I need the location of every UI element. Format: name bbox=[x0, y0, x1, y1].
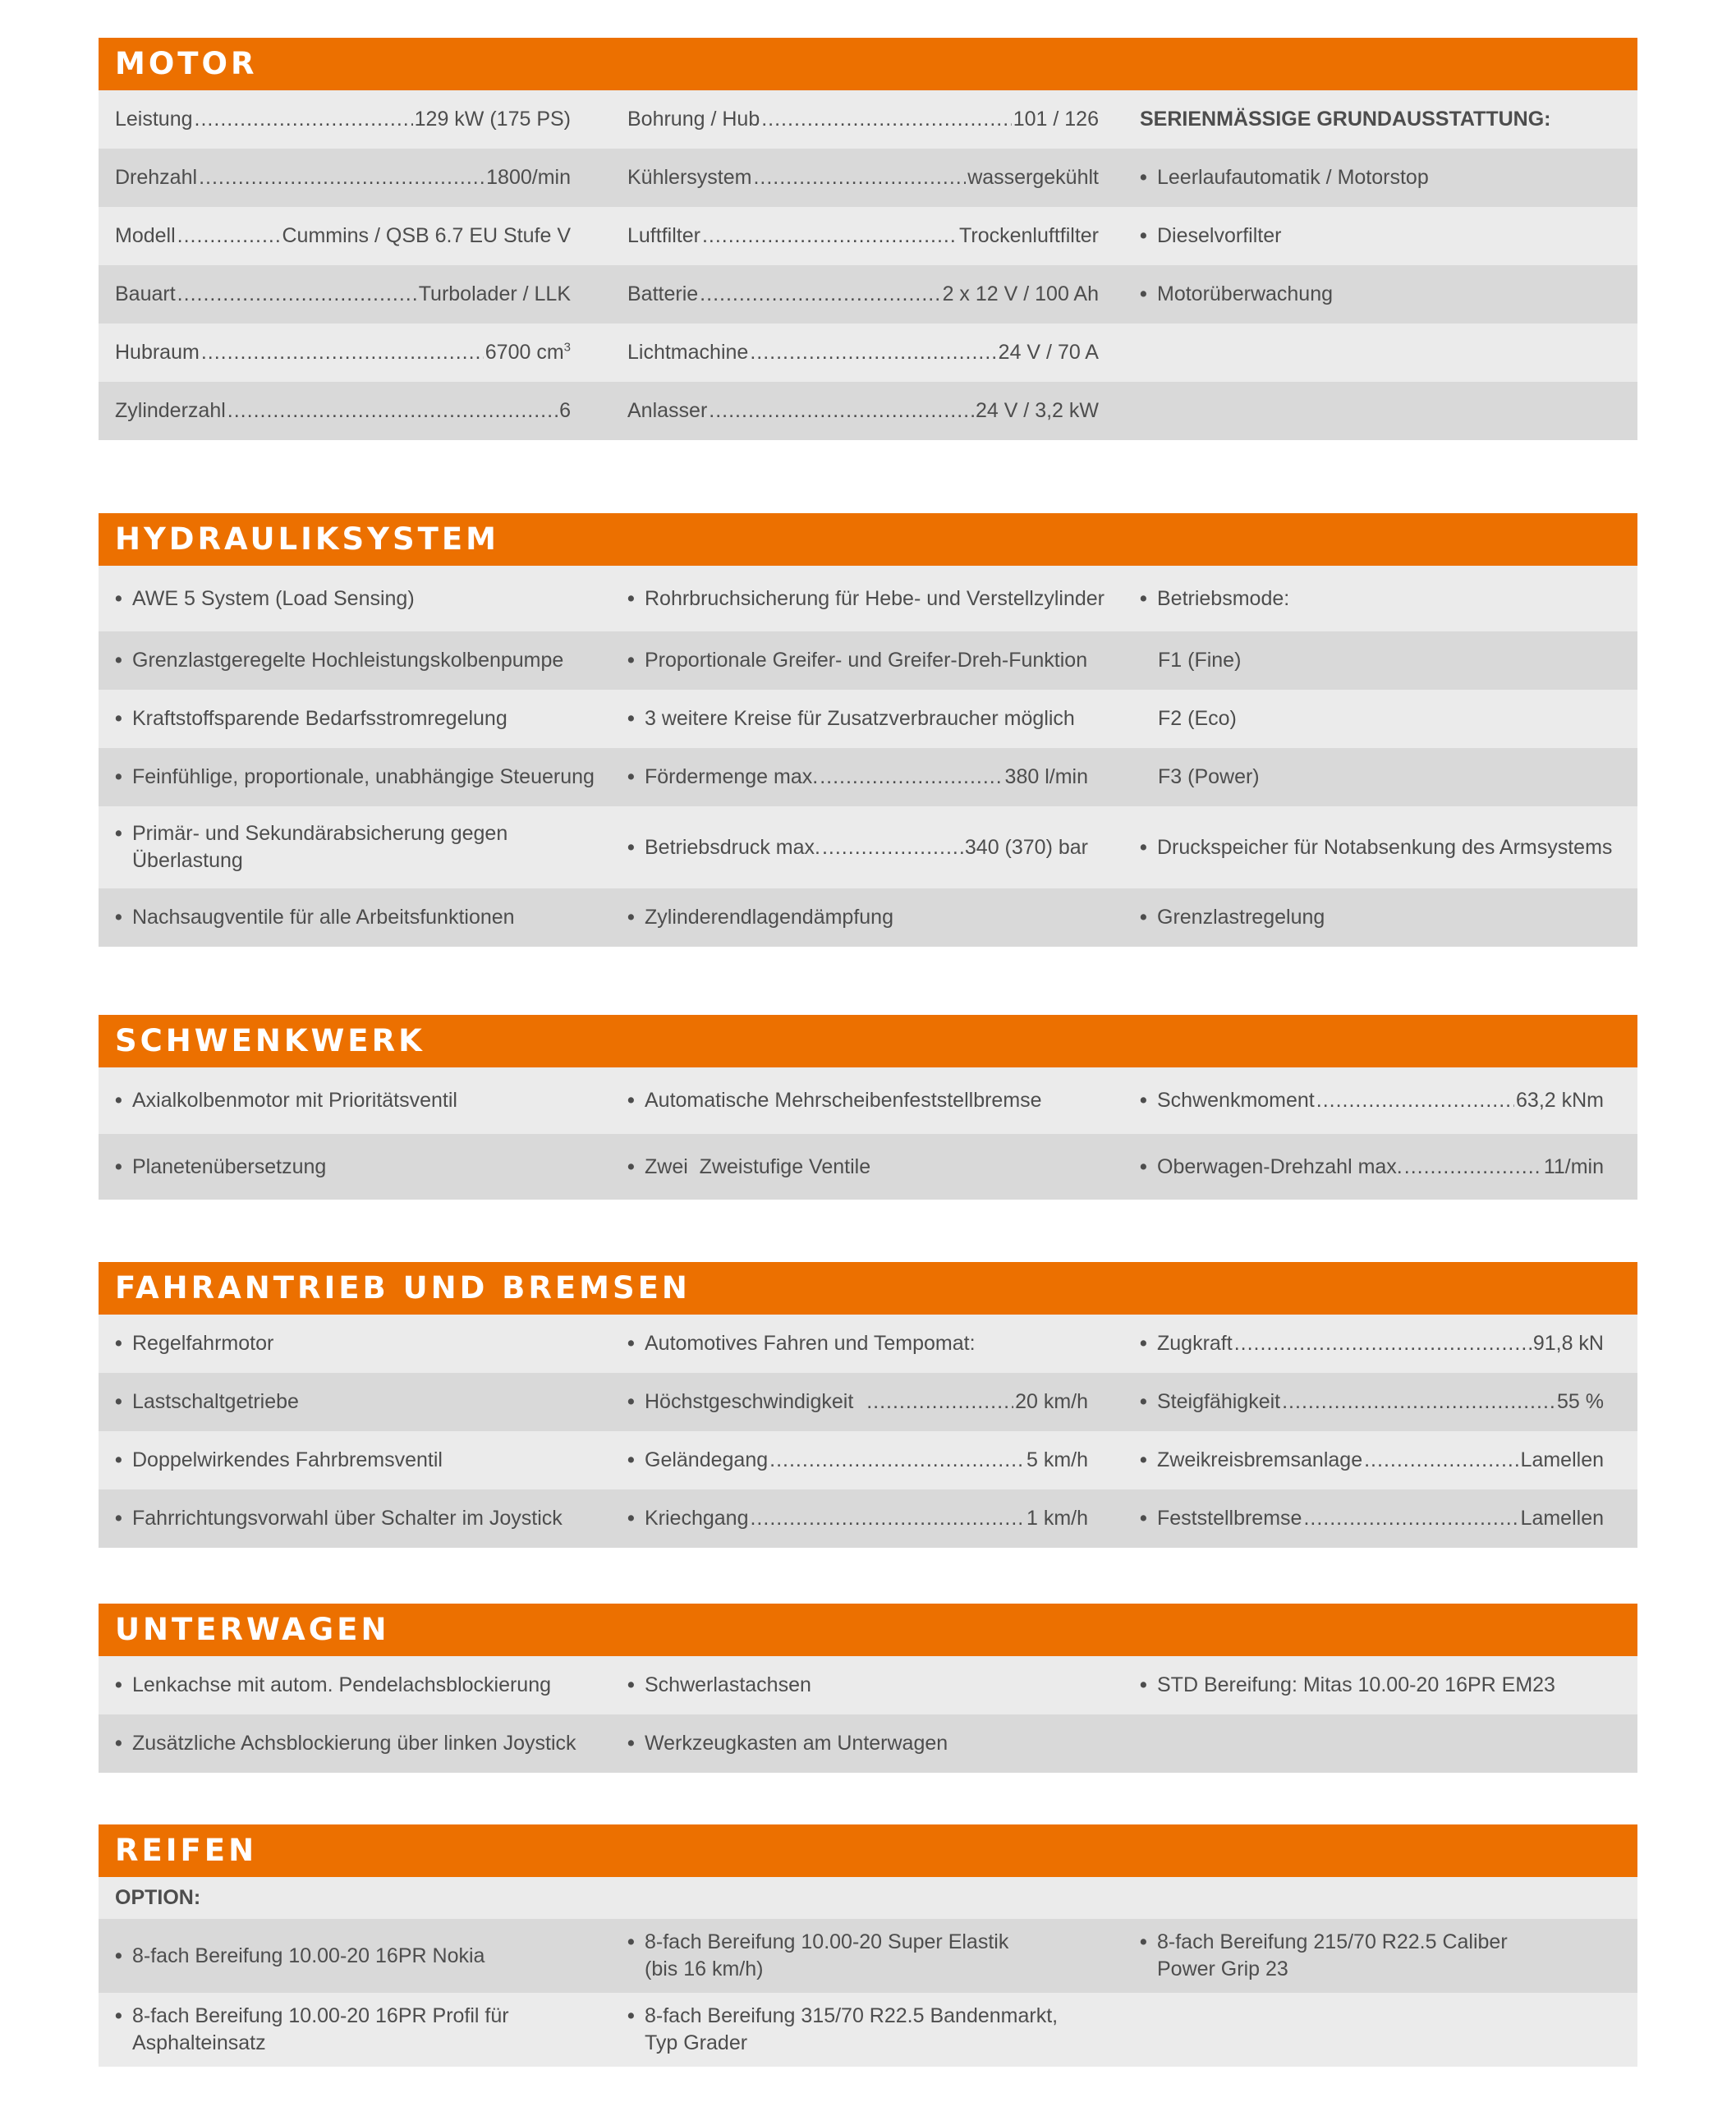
list-item: • Automotives Fahren und Tempomat: bbox=[627, 1332, 976, 1355]
list-item: • Automatische Mehrscheibenfeststellbremse bbox=[627, 1089, 1042, 1112]
table-row bbox=[99, 207, 1637, 265]
section-title: HYDRAULIKSYSTEM bbox=[99, 513, 1637, 566]
table-row bbox=[99, 1315, 1637, 1373]
spec-item: Kühlersystem ..... wassergekühlt bbox=[627, 164, 1099, 191]
list-item: • Primär- und Sekundärabsicherung gegen Überlastung bbox=[115, 822, 508, 872]
table-row bbox=[99, 1714, 1637, 1773]
list-item: • Grenzlastregelung bbox=[1140, 906, 1325, 929]
list-item: • Fahrrichtungsvorwahl über Schalter im Joystick bbox=[115, 1507, 563, 1530]
table-row bbox=[99, 1067, 1637, 1134]
equipment-heading: SERIENMÄSSIGE GRUNDAUSSTATTUNG: bbox=[1140, 108, 1551, 131]
table-row bbox=[99, 1919, 1637, 1993]
list-item: • 8-fach Bereifung 315/70 R22.5 Bandenmarkt, Typ Grader bbox=[627, 2004, 1059, 2054]
table-row bbox=[99, 806, 1637, 888]
table-row bbox=[99, 1877, 1637, 1919]
list-item: • Doppelwirkendes Fahrbremsventil bbox=[115, 1448, 443, 1471]
spec-item: Bauart ..... Turbolader / LLK bbox=[115, 281, 571, 308]
list-item: • Lenkachse mit autom. Pendelachsblockierung bbox=[115, 1673, 552, 1696]
section-title: FAHRANTRIEB UND BREMSEN bbox=[99, 1262, 1637, 1315]
section-hydraulik bbox=[99, 513, 1637, 947]
section-title: MOTOR bbox=[99, 38, 1637, 90]
section-unterwagen bbox=[99, 1604, 1637, 1773]
table-row bbox=[99, 566, 1637, 631]
spec-item: Bohrung / Hub ..... 101 / 126 bbox=[627, 106, 1099, 133]
list-item: • Leerlaufautomatik / Motorstop bbox=[1140, 166, 1429, 189]
section-schwenkwerk bbox=[99, 1015, 1637, 1200]
section-title: REIFEN bbox=[99, 1824, 1637, 1877]
list-item: • Feststellbremse ..... Lamellen bbox=[1140, 1505, 1604, 1532]
spec-item: Anlasser ..... 24 V / 3,2 kW bbox=[627, 397, 1099, 425]
list-item: • Betriebsdruck max. ..... 340 (370) bar bbox=[627, 834, 1088, 861]
table-row bbox=[99, 748, 1637, 806]
spec-item: Lichtmachine ..... 24 V / 70 A bbox=[627, 339, 1099, 366]
list-item: • Lastschaltgetriebe bbox=[115, 1390, 299, 1413]
list-item: • Geländegang ..... 5 km/h bbox=[627, 1447, 1088, 1474]
section-motor bbox=[99, 38, 1637, 440]
section-title: UNTERWAGEN bbox=[99, 1604, 1637, 1656]
list-item: • 8-fach Bereifung 10.00-20 16PR Profil für Asphalteinsatz bbox=[115, 2004, 509, 2054]
table-row bbox=[99, 1993, 1637, 2067]
list-item: • Kriechgang ..... 1 km/h bbox=[627, 1505, 1088, 1532]
list-item: • Steigfähigkeit ..... 55 % bbox=[1140, 1388, 1604, 1416]
table-row bbox=[99, 1489, 1637, 1548]
list-item: • Druckspeicher für Notabsenkung des Armsystems bbox=[1140, 835, 1613, 859]
list-item: • Motorüberwachung bbox=[1140, 282, 1334, 305]
table-row bbox=[99, 149, 1637, 207]
list-item: • Dieselvorfilter bbox=[1140, 224, 1282, 247]
list-item: • Regelfahrmotor bbox=[115, 1332, 274, 1355]
option-label: OPTION: bbox=[115, 1886, 201, 1909]
list-item: • Werkzeugkasten am Unterwagen bbox=[627, 1732, 948, 1755]
table-row bbox=[99, 631, 1637, 690]
table-row bbox=[99, 1656, 1637, 1714]
list-item: • Höchstgeschwindigkeit ..... 20 km/h bbox=[627, 1388, 1088, 1416]
list-item: • Grenzlastgeregelte Hochleistungskolbenpumpe bbox=[115, 649, 564, 672]
spec-item: Luftfilter ..... Trockenluftfilter bbox=[627, 223, 1099, 250]
table-row bbox=[99, 265, 1637, 324]
list-item: • STD Bereifung: Mitas 10.00-20 16PR EM23 bbox=[1140, 1673, 1555, 1696]
table-row bbox=[99, 324, 1637, 382]
table-row bbox=[99, 1373, 1637, 1431]
list-item: • Proportionale Greifer- und Greifer-Dreh-Funktion bbox=[627, 649, 1088, 672]
list-item: • Zwei Zweistufige Ventile bbox=[627, 1154, 871, 1178]
list-item: • Planetenübersetzung bbox=[115, 1154, 327, 1178]
list-item: • Kraftstoffsparende Bedarfsstromregelung bbox=[115, 707, 507, 730]
list-item: • Zylinderendlagendämpfung bbox=[627, 906, 893, 929]
list-item: • Fördermenge max. ..... 380 l/min bbox=[627, 764, 1088, 791]
list-item: • Feinfühlige, proportionale, unabhängige Steuerung bbox=[115, 765, 595, 788]
mode-item: F3 (Power) bbox=[1158, 765, 1260, 788]
table-row bbox=[99, 888, 1637, 947]
section-reifen bbox=[99, 1824, 1637, 2067]
list-item: • 8-fach Bereifung 215/70 R22.5 Caliber Power Grip 23 bbox=[1140, 1930, 1508, 1980]
list-item: • 8-fach Bereifung 10.00-20 Super Elastik (bis 16 km/h) bbox=[627, 1930, 1009, 1980]
list-item: • Schwenkmoment ..... 63,2 kNm bbox=[1140, 1087, 1604, 1114]
spec-item: Hubraum ..... 6700 $cm^3$ bbox=[115, 339, 571, 366]
spec-item: Drehzahl ..... 1800/min bbox=[115, 164, 571, 191]
list-item: • Zugkraft ..... 91,8 kN bbox=[1140, 1330, 1604, 1357]
spec-item: Zylinderzahl ..... 6 bbox=[115, 397, 571, 425]
spec-item: Batterie ..... 2 x 12 V / 100 Ah bbox=[627, 281, 1099, 308]
list-item: • Schwerlastachsen bbox=[627, 1673, 811, 1696]
list-item: • 3 weitere Kreise für Zusatzverbraucher möglich bbox=[627, 707, 1075, 730]
mode-item: F1 (Fine) bbox=[1158, 649, 1242, 672]
list-item: • AWE 5 System (Load Sensing) bbox=[115, 586, 415, 610]
list-item: • 8-fach Bereifung 10.00-20 16PR Nokia bbox=[115, 1944, 485, 1967]
list-item: • Nachsaugventile für alle Arbeitsfunktionen bbox=[115, 906, 515, 929]
table-row bbox=[99, 1431, 1637, 1489]
list-item: • Betriebsmode: bbox=[1140, 586, 1290, 610]
mode-item: F2 (Eco) bbox=[1158, 707, 1237, 730]
list-item: • Axialkolbenmotor mit Prioritätsventil bbox=[115, 1089, 457, 1112]
section-title: SCHWENKWERK bbox=[99, 1015, 1637, 1067]
list-item: • Zusätzliche Achsblockierung über linken Joystick bbox=[115, 1732, 576, 1755]
table-row bbox=[99, 90, 1637, 149]
table-row bbox=[99, 1134, 1637, 1200]
table-row bbox=[99, 382, 1637, 440]
spec-item: Modell ..... Cummins / QSB 6.7 EU Stufe V bbox=[115, 223, 571, 250]
list-item: • Zweikreisbremsanlage ..... Lamellen bbox=[1140, 1447, 1604, 1474]
spec-item: Leistung ..... 129 kW (175 PS) bbox=[115, 106, 571, 133]
section-fahrantrieb bbox=[99, 1262, 1637, 1548]
list-item: • Oberwagen-Drehzahl max. ..... 11/min bbox=[1140, 1154, 1604, 1181]
list-item: • Rohrbruchsicherung für Hebe- und Verstellzylinder bbox=[627, 586, 1105, 610]
table-row bbox=[99, 690, 1637, 748]
